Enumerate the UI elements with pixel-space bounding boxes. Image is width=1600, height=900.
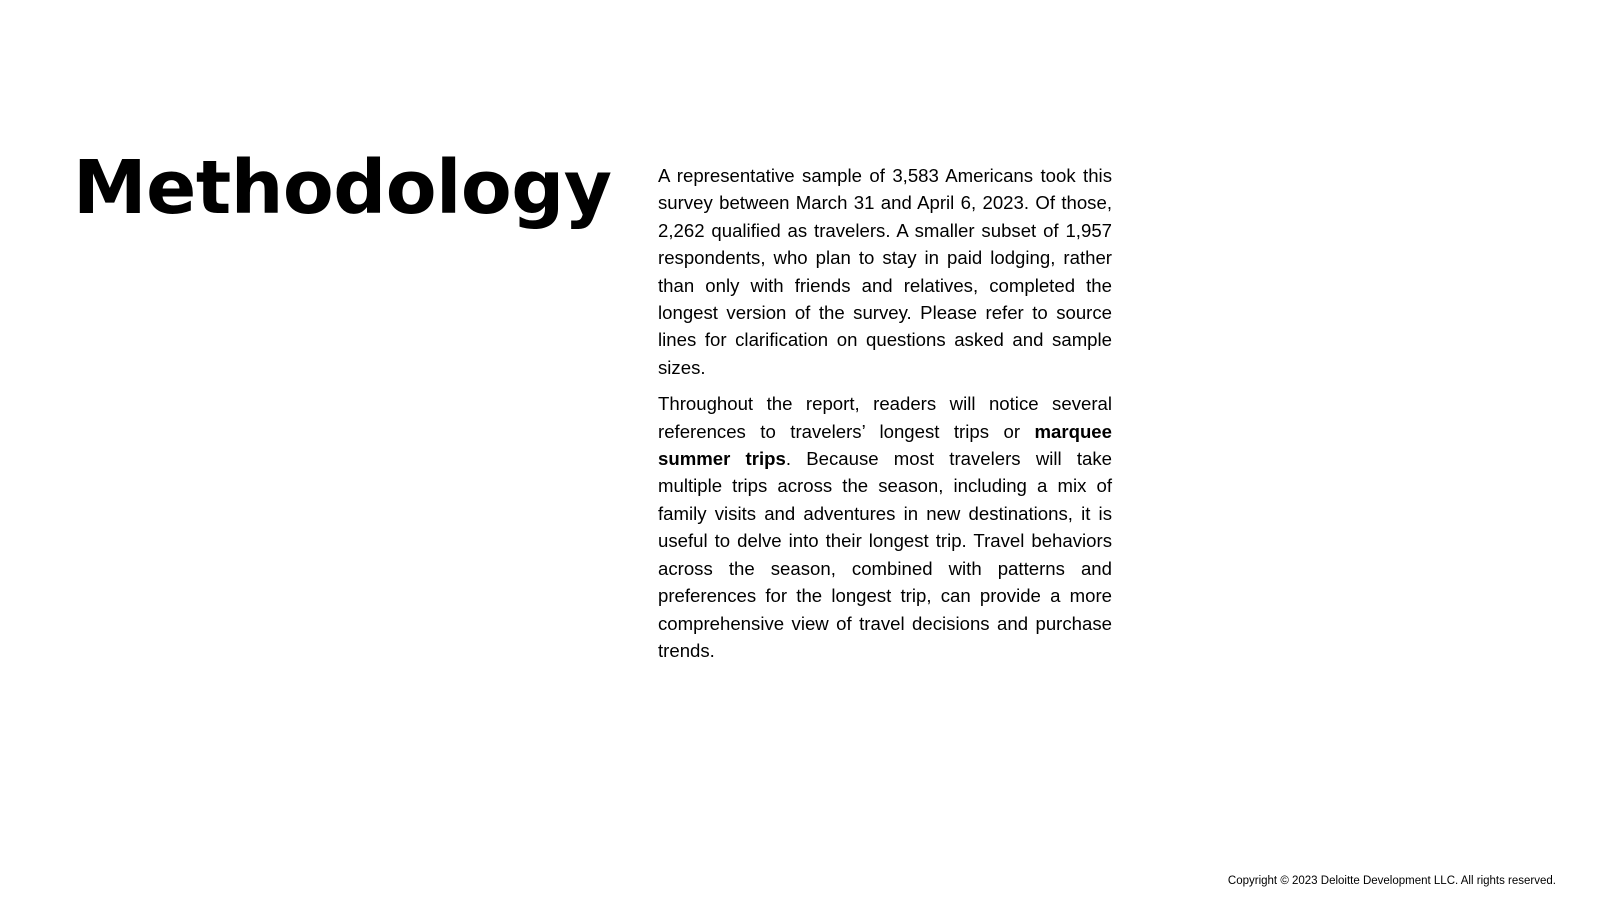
methodology-text: [658, 162, 1112, 673]
paragraph-sample: A representative sample of 3,583 Americans took this survey between March 31 and April 6, 2023. Of those, 2,262 qualified as travelers. A smaller subset of 1,957 respondents, who plan to stay in paid lodging, rather than only with friends and relatives, completed the longest version of the survey. Please refer to source lines for clarification on questions asked and sample sizes.: [658, 165, 1112, 378]
paragraph-text: . Because most travelers will take multiple trips across the season, including a mix of family visits and adventures in new destinations, it is useful to delve into their longest trip. Travel behaviors across the season, combined with patterns and preferences for the longest trip, can provide a more comprehensive view of travel decisions and purchase trends.: [658, 448, 1112, 661]
copyright-notice: Copyright © 2023 Deloitte Development LLC. All rights reserved.: [1227, 875, 1556, 887]
paragraph-marquee-trips: [658, 390, 1112, 664]
slide-title: Methodology: [73, 145, 612, 231]
paragraph-text: Throughout the report, readers will notice several references to travelers’ longest trips or: [658, 393, 1112, 442]
marquee-term: marquee summer trips: [658, 420, 1112, 470]
